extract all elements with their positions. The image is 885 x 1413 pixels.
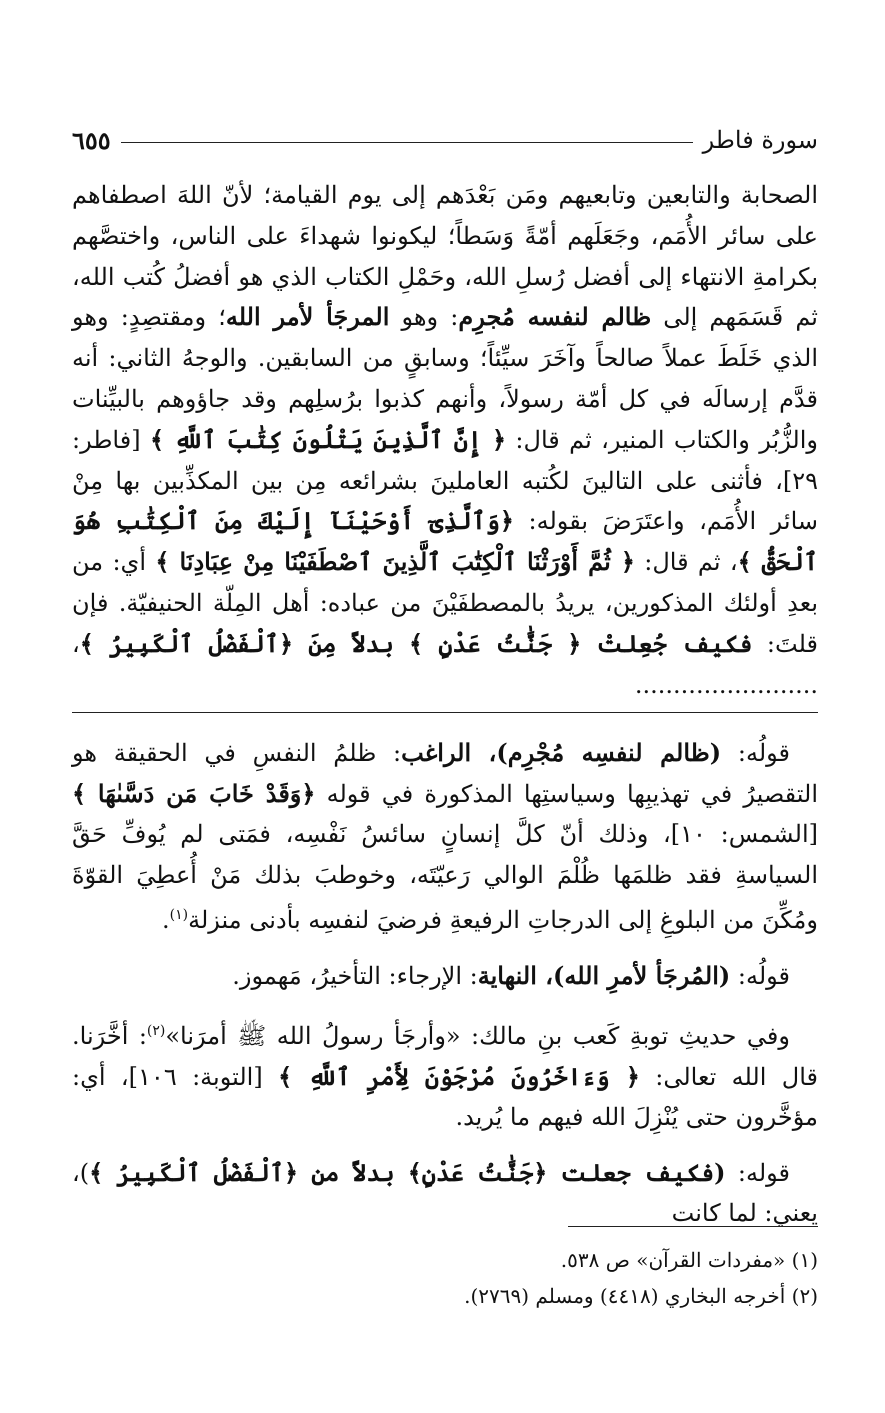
text-run: ،: [72, 629, 80, 658]
bold-term: فكيف جُعِلتْ: [581, 628, 753, 658]
text-run: : الإرجاء: التأخيرُ، مَهموز.: [232, 961, 478, 990]
bold-term: بدلاً مِنَ: [293, 628, 410, 658]
text-run: قولُه:: [730, 961, 790, 990]
footnotes: [72, 1242, 818, 1314]
surah-title: سورة فاطر: [702, 126, 818, 154]
section-divider: [72, 712, 818, 713]
text-run: ؛ ومقتصِدٍ: وهو الذي خَلَطَ عملاً صالحاً وآخَرَ سيِّئاً؛ وسابقٍ من السابقين. والوجهُ الثاني: أنه قدَّم إرسالَه في كل أمّة رسولاً، وأنهم كذبوا برُسلِهم وقد جاؤوهم بالبيِّنات والزُّبُر والكتاب المنير، ثم قال:: [72, 303, 818, 454]
quran-verse: ﴿ٱلْفَضْلُ ٱلْكَبِيرُ ﴾: [89, 1157, 299, 1187]
quran-verse: ﴿ٱلْفَضْلُ ٱلْكَبِيرُ ﴾: [79, 628, 294, 658]
text-run: وفي حديثِ توبةِ كَعب بنِ مالك: «وأرجَأ رسولُ الله ﷺ أمرَنا»: [165, 1022, 790, 1050]
text-run: الصحابة والتابعين وتابعيهم ومَن بَعْدَهم إلى يوم القيامة؛ لأنّ اللهَ اصطفاهم على سائر الأُمَم، وجَعَلَهم أمّةً وَسَطاً؛ ليكونوا شهداءَ على الناس، واختصَّهم بكرامةِ الانتهاء إلى أفضل رُسلِ الله، وحَمْلِ الكتاب الذي هو أفضلُ كُتب الله، ثم قَسَمَهم إلى: [72, 181, 818, 332]
commentary-paragraph: [72, 956, 818, 997]
header-rule: [121, 142, 693, 143]
quran-verse: ﴿جَنَّٰتُ عَدْنٍ﴾: [407, 1157, 548, 1187]
footnote-rule: [568, 1226, 818, 1227]
main-text: [72, 175, 818, 705]
text-run: [فاطر: ٢٩]، فأثنى على التالينَ لكُتبه العاملينَ بشرائعه مِن بين المكذِّبين بها مِنْ سائر الأُمَم، واعتَرَضَ بقوله:: [72, 425, 818, 536]
quran-verse: ﴿ جَنَّٰتُ عَدْنٍ ﴾: [409, 628, 582, 658]
bold-term: (فكيف جعلت: [547, 1157, 726, 1187]
footnote-marker[interactable]: (١): [169, 907, 189, 923]
text-run: أي: من بعدِ أولئك المذكورين، يريدُ بالمصطفَيْنَ من عباده: أهل المِلّة الحنيفيّة. فإن قلتَ:: [72, 548, 818, 658]
text-run: )، يعني: لما كانت: [72, 1158, 818, 1227]
text-run: ، ثم قال:: [634, 548, 738, 577]
text-run: قولُه:: [721, 739, 791, 767]
commentary-text: [72, 733, 818, 1249]
footnote-marker[interactable]: (٢): [146, 1023, 166, 1039]
main-paragraph: [72, 175, 818, 705]
quran-verse: ﴿وَقَدْ خَابَ مَن دَسَّىٰهَا ﴾: [72, 778, 316, 808]
commentary-paragraph: [72, 733, 818, 941]
quran-verse: ﴿ إِنَّ ٱلَّذِينَ يَتْلُونَ كِتَٰبَ ٱللَّهِ ﴾: [149, 424, 507, 454]
bold-term: بدلاً من: [298, 1157, 408, 1187]
bold-term: المرجَأ لأمر الله: [225, 302, 390, 332]
text-run: : أخَّرَنا. قال الله تعالى:: [72, 1022, 819, 1091]
quran-verse: ﴿وَٱلَّذِىٓ أَوْحَيْنَآ إِلَيْكَ مِنَ ٱلْكِتَٰبِ هُوَ ٱلْحَقُّ ﴾: [72, 506, 819, 577]
text-run: [الشمس: ١٠]، وذلك أنّ كلَّ إنسانٍ سائسُ نَفْسِه، فمَتى لم يُوفِّ حَقَّ السياسةِ فقد ظلمَها ظُلْمَ الوالي رَعيّتَه، وخوطبَ بذلك مَنْ أُعطِيَ القوّةَ ومُكِّنَ من البلوغِ إلى الدرجاتِ الرفيعةِ فرضيَ لنفسِه بأدنى منزلة: [72, 820, 818, 934]
bold-term: (المُرجَأ لأمرِ الله)، النهاية: [477, 960, 731, 990]
bold-term: (ظالم لنفسِه مُجْرِم)، الراغب: [401, 738, 722, 767]
footnote-1: (١) «مفردات القرآن» ص ٥٣٨.: [560, 1248, 818, 1272]
quran-verse: ﴿ وَءَاخَرُونَ مُرْجَوْنَ لِأَمْرِ ٱللَّهِ ﴾: [278, 1061, 640, 1091]
text-run: : وهو: [389, 303, 459, 332]
footnote-2: (٢) أخرجه البخاري (٤٤١٨) ومسلم (٢٧٦٩).: [464, 1284, 818, 1308]
page-number: ٦٥٥: [72, 125, 111, 155]
ellipsis-dots: ........................: [634, 670, 818, 699]
text-run: قوله:: [725, 1158, 790, 1187]
bold-term: ظالم لنفسه مُجرِم: [458, 302, 652, 332]
text-run: [التوبة: ١٠٦]، أي: مؤخَّرون حتى يُنْزِلَ الله فيهم ما يُريد.: [72, 1062, 818, 1131]
text-run: : ظلمُ النفسِ في الحقيقة هو التقصيرُ في تهذيبِها وسياستِها المذكورة في قوله: [72, 739, 818, 808]
running-header: [72, 120, 818, 160]
commentary-paragraph: [72, 1011, 818, 1138]
quran-verse: ﴿ ثُمَّ أَوْرَثْنَا ٱلْكِتَٰبَ ٱلَّذِينَ ٱصْطَفَيْنَا مِنْ عِبَادِنَا ﴾: [155, 547, 635, 577]
text-run: .: [162, 906, 170, 934]
commentary-paragraph: [72, 1153, 818, 1234]
